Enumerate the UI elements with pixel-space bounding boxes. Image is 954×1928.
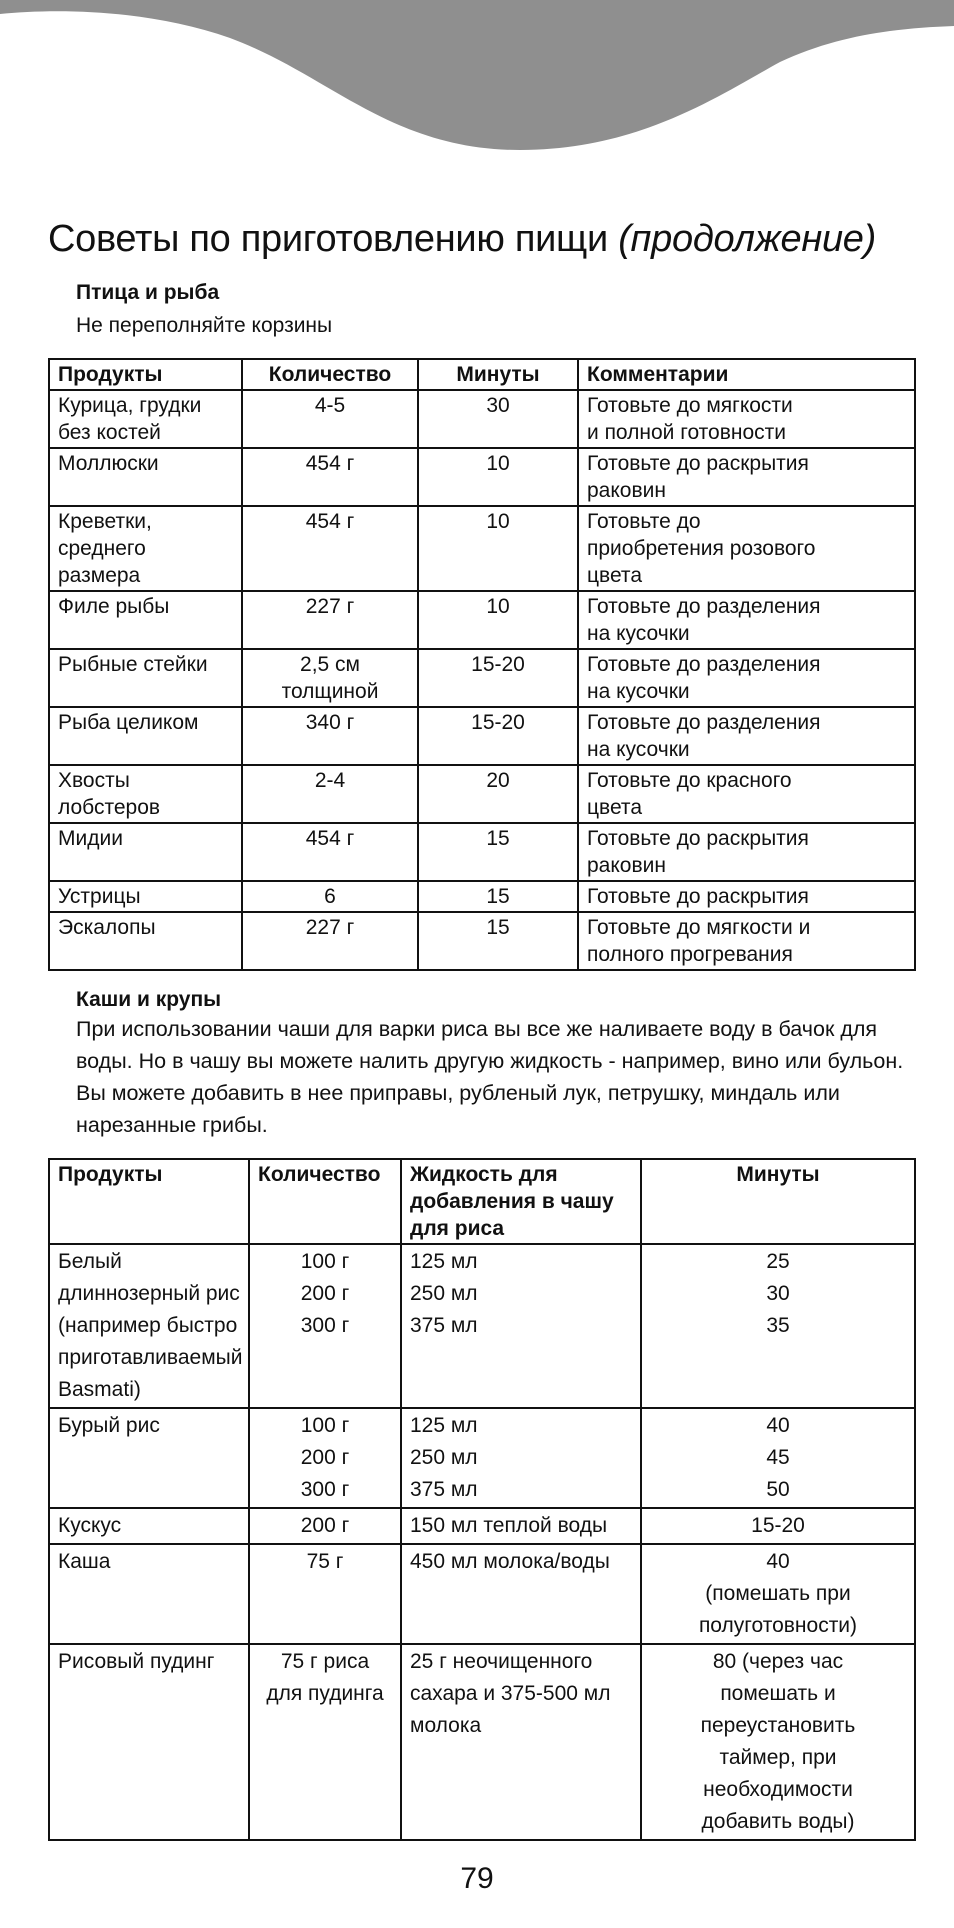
comment-cell: Готовьте до красного цвета — [578, 765, 915, 823]
minutes-cell: 10 — [418, 506, 578, 591]
quantity-cell: 75 г — [249, 1544, 401, 1644]
table-row — [49, 1244, 915, 1408]
liquid-cell: 125 мл 250 мл 375 мл — [401, 1244, 641, 1408]
minutes-cell: 25 30 35 — [641, 1244, 915, 1408]
liquid-cell: 450 мл молока/воды — [401, 1544, 641, 1644]
comment-cell: Готовьте до разделения на кусочки — [578, 649, 915, 707]
decorative-wave-header — [0, 0, 954, 160]
column-header-quantity: Количество — [249, 1159, 401, 1244]
table-row — [49, 823, 915, 881]
quantity-cell: 200 г — [249, 1508, 401, 1544]
table-row — [49, 649, 915, 707]
table-row — [49, 881, 915, 912]
product-cell: Моллюски — [49, 448, 242, 506]
quantity-cell: 75 г риса для пудинга — [249, 1644, 401, 1840]
minutes-cell: 15-20 — [418, 649, 578, 707]
page-number: 79 — [460, 1862, 494, 1895]
liquid-cell: 125 мл 250 мл 375 мл — [401, 1408, 641, 1508]
product-cell: Устрицы — [49, 881, 242, 912]
minutes-cell: 30 — [418, 390, 578, 448]
minutes-cell: 15 — [418, 823, 578, 881]
product-cell: Эскалопы — [49, 912, 242, 970]
table-row — [49, 1408, 915, 1508]
basket-note: Не переполняйте корзины — [76, 314, 333, 337]
quantity-cell: 227 г — [242, 591, 418, 649]
minutes-cell: 15 — [418, 881, 578, 912]
comment-cell: Готовьте до раскрытия — [578, 881, 915, 912]
table-row — [49, 448, 915, 506]
comment-cell: Готовьте до разделения на кусочки — [578, 707, 915, 765]
product-cell: Рыбные стейки — [49, 649, 242, 707]
product-cell: Филе рыбы — [49, 591, 242, 649]
page-title: Советы по приготовлению пищи (продолжение) — [48, 218, 876, 260]
minutes-cell: 40 45 50 — [641, 1408, 915, 1508]
product-cell: Кускус — [49, 1508, 249, 1544]
page-title-suffix: (продолжение) — [618, 218, 876, 260]
minutes-cell: 10 — [418, 591, 578, 649]
section-heading-poultry: Птица и рыба — [76, 281, 220, 304]
product-cell: Курица, грудки без костей — [49, 390, 242, 448]
product-cell: Каша — [49, 1544, 249, 1644]
grains-paragraph: При использовании чаши для варки риса вы все же наливаете воду в бачок для воды. Но в чашу вы можете налить другую жидкость - например, вино или бульон. Вы можете добавить в нее приправы, рубленый лук, петрушку, миндаль или нарезанные грибы. — [76, 1017, 904, 1137]
grains-table — [48, 1158, 916, 1841]
quantity-cell: 2,5 см толщиной — [242, 649, 418, 707]
minutes-cell: 10 — [418, 448, 578, 506]
column-header-liquid: Жидкость для добавления в чашу для риса — [401, 1159, 641, 1244]
product-cell: Хвосты лобстеров — [49, 765, 242, 823]
product-cell: Креветки, среднего размера — [49, 506, 242, 591]
comment-cell: Готовьте до мягкости и полной готовности — [578, 390, 915, 448]
quantity-cell: 6 — [242, 881, 418, 912]
liquid-cell: 25 г неочищенного сахара и 375-500 мл молока — [401, 1644, 641, 1840]
comment-cell: Готовьте до разделения на кусочки — [578, 591, 915, 649]
minutes-cell: 15-20 — [641, 1508, 915, 1544]
product-cell: Бурый рис — [49, 1408, 249, 1508]
quantity-cell: 4-5 — [242, 390, 418, 448]
comment-cell: Готовьте до приобретения розового цвета — [578, 506, 915, 591]
product-cell: Рыба целиком — [49, 707, 242, 765]
quantity-cell: 340 г — [242, 707, 418, 765]
minutes-cell: 15-20 — [418, 707, 578, 765]
product-cell: Белый длиннозерный рис (например быстро приготавливаемый Basmati) — [49, 1244, 249, 1408]
table-row — [49, 1508, 915, 1544]
comment-cell: Готовьте до мягкости и полного прогревания — [578, 912, 915, 970]
table-row — [49, 506, 915, 591]
minutes-cell: 20 — [418, 765, 578, 823]
quantity-cell: 454 г — [242, 823, 418, 881]
product-cell: Рисовый пудинг — [49, 1644, 249, 1840]
table-row — [49, 765, 915, 823]
column-header-product: Продукты — [49, 359, 242, 390]
liquid-cell: 150 мл теплой воды — [401, 1508, 641, 1544]
table-row — [49, 707, 915, 765]
table-header-row — [49, 359, 915, 390]
table-header-row — [49, 1159, 915, 1244]
minutes-cell: 80 (через час помешать и переустановить таймер, при необходимости добавить воды) — [641, 1644, 915, 1840]
quantity-cell: 100 г 200 г 300 г — [249, 1244, 401, 1408]
quantity-cell: 227 г — [242, 912, 418, 970]
quantity-cell: 454 г — [242, 506, 418, 591]
table-row — [49, 591, 915, 649]
poultry-fish-table — [48, 358, 916, 971]
table-row — [49, 390, 915, 448]
column-header-comments: Комментарии — [578, 359, 915, 390]
minutes-cell: 40 (помешать при полуготовности) — [641, 1544, 915, 1644]
comment-cell: Готовьте до раскрытия раковин — [578, 823, 915, 881]
quantity-cell: 454 г — [242, 448, 418, 506]
table-row — [49, 912, 915, 970]
column-header-product: Продукты — [49, 1159, 249, 1244]
column-header-minutes: Минуты — [418, 359, 578, 390]
column-header-quantity: Количество — [242, 359, 418, 390]
table-row — [49, 1544, 915, 1644]
comment-cell: Готовьте до раскрытия раковин — [578, 448, 915, 506]
quantity-cell: 100 г 200 г 300 г — [249, 1408, 401, 1508]
product-cell: Мидии — [49, 823, 242, 881]
table-row — [49, 1644, 915, 1840]
minutes-cell: 15 — [418, 912, 578, 970]
column-header-minutes: Минуты — [641, 1159, 915, 1244]
quantity-cell: 2-4 — [242, 765, 418, 823]
section-heading-grains: Каши и крупы — [76, 988, 222, 1011]
